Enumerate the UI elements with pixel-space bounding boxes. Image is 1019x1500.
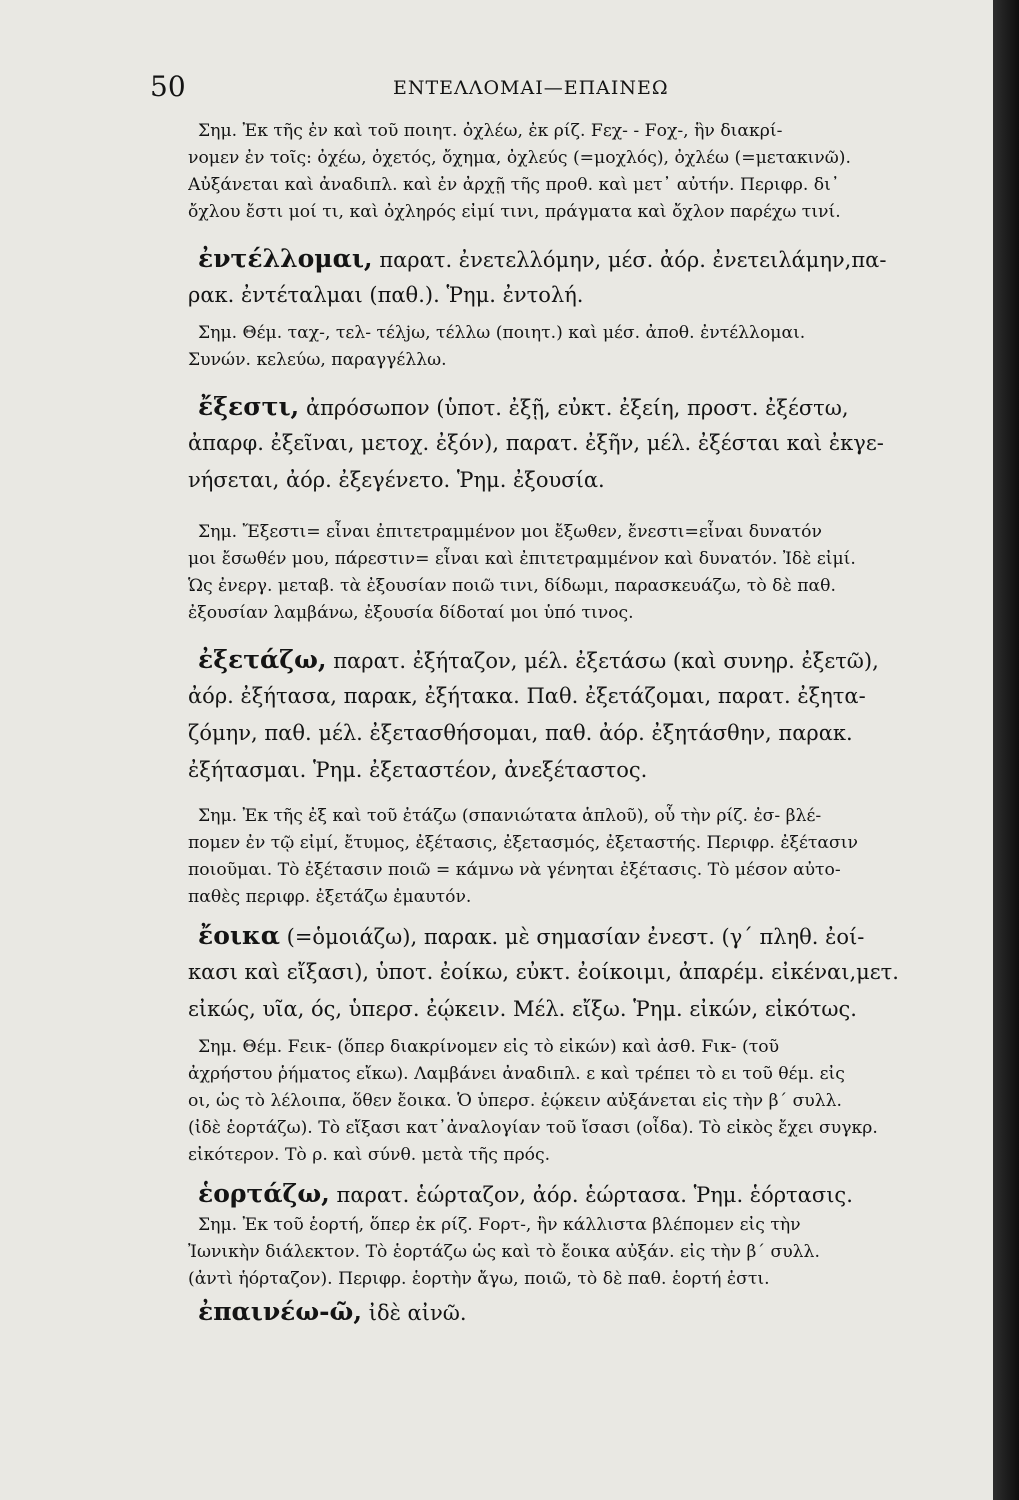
text-line: (ἰδὲ ἑορτάζω). Τὸ εἴξασι κατ᾽ἀναλογίαν τοῦ ἴσασι (οἶδα). Τὸ εἰκὸς ἔχει συγκρ. [188,1118,878,1138]
entry-block [188,1175,948,1212]
page-header [0,70,993,110]
text-line: Ὡς ἐνεργ. μεταβ. τὰ ἐξουσίαν ποιῶ τινι, δίδωμι, παρασκευάζω, τὸ δὲ παθ. [188,576,836,596]
text-line: ἐπαινέω-ῶ, ἰδὲ αἰνῶ. [198,1297,467,1326]
text-line: ἔξεστι, ἀπρόσωπον (ὑποτ. ἐξῇ, εὐκτ. ἐξείη, προστ. ἐξέστω, [198,392,849,421]
note-block [188,320,948,374]
page-number: 50 [150,70,186,103]
entry-block [188,917,948,1028]
text-line: ἔοικα (=ὁμοιάζω), παρακ. μὲ σημασίαν ἐνεστ. (γ΄ πληθ. ἐοί- [198,921,865,950]
text-line: ἑορτάζω, παρατ. ἑώρταζον, ἀόρ. ἑώρτασα. Ῥημ. ἑόρτασις. [198,1179,853,1208]
text-line: ἀόρ. ἐξήτασα, παρακ, ἐξήτακα. Παθ. ἐξετάζομαι, παρατ. ἐξητα- [188,684,866,708]
headword: ἔξεστι, [198,392,300,421]
text-line: μοι ἔσωθέν μου, πάρεστιν= εἶναι καὶ ἐπιτετραμμένον καὶ δυνατόν. Ἰδὲ εἰμί. [188,549,856,569]
dictionary-text [188,118,948,1330]
text-line: νομεν ἐν τοῖς: ὀχέω, ὀχετός, ὄχημα, ὀχλεύς (=μοχλός), ὀχλέω (=μετακινῶ). [188,148,851,168]
text-line: Σημ. Ἐκ τῆς ἐν καὶ τοῦ ποιητ. ὀχλέω, ἐκ ρίζ. Fεχ- - Fοχ-, ἣν διακρί- [198,121,783,141]
entry-block [188,1293,948,1330]
text-line: ἐντέλλομαι, παρατ. ἐνετελλόμην, μέσ. ἀόρ. ἐνετειλάμην,πα- [198,244,887,273]
text-line: ζόμην, παθ. μέλ. ἐξετασθήσομαι, παθ. ἀόρ. ἐξητάσθην, παρακ. [188,721,853,745]
text-line: παθὲς περιφρ. ἐξετάζω ἐμαυτόν. [188,887,472,907]
note-block [188,519,948,627]
headword: ἐντέλλομαι, [198,244,373,273]
text-line: ἀπαρφ. ἐξεῖναι, μετοχ. ἐξόν), παρατ. ἐξῆν, μέλ. ἐξέσται καὶ ἐκγε- [188,431,884,455]
text-line: Συνών. κελεύω, παραγγέλλω. [188,350,447,370]
text-line: Σημ. Θέμ. Fεικ- (ὅπερ διακρίνομεν εἰς τὸ εἰκών) καὶ ἀσθ. Fικ- (τοῦ [198,1037,780,1057]
text-line: οι, ὡς τὸ λέλοιπα, ὅθεν ἔοικα. Ὁ ὑπερσ. ἐῴκειν αὐξάνεται εἰς τὴν β΄ συλλ. [188,1091,842,1111]
text-line: ἐξετάζω, παρατ. ἐξήταζον, μέλ. ἐξετάσω (καὶ συνηρ. ἐξετῶ), [198,645,879,674]
text-line: ρακ. ἐντέταλμαι (παθ.). Ῥημ. ἐντολή. [188,283,584,307]
text-line: ποιοῦμαι. Τὸ ἐξέτασιν ποιῶ = κάμνω νὰ γένηται ἐξέτασις. Τὸ μέσον αὐτο- [188,860,841,880]
running-head: ΕΝΤΕΛΛΟΜΑΙ—ΕΠΑΙΝΕΩ [393,77,669,99]
text-line: ἀχρήστου ῥήματος εἴκω). Λαμβάνει ἀναδιπλ. ε καὶ τρέπει τὸ ει τοῦ θέμ. εἰς [188,1064,845,1084]
text-line: ἐξήτασμαι. Ῥημ. ἐξεταστέον, ἀνεξέταστος. [188,758,648,782]
text-line: Ἰωνικὴν διάλεκτον. Τὸ ἑορτάζω ὡς καὶ τὸ ἔοικα αὐξάν. εἰς τὴν β΄ συλλ. [188,1242,820,1262]
entry-block [188,641,948,789]
text-line: Σημ. Θέμ. ταχ-, τελ- τέλjω, τέλλω (ποιητ.) καὶ μέσ. ἀποθ. ἐντέλλομαι. [198,323,806,343]
text-line: πομεν ἐν τῷ εἰμί, ἔτυμος, ἐξέτασις, ἐξετασμός, ἐξεταστής. Περιφρ. ἐξέτασιν [188,833,858,853]
text-line: ἐξουσίαν λαμβάνω, ἐξουσία δίδοταί μοι ὑπό τινος. [188,603,634,623]
text-line: Σημ. Ἔξεστι= εἶναι ἐπιτετραμμένον μοι ἔξωθεν, ἔνεστι=εἶναι δυνατόν [198,522,822,542]
text-line: κασι καὶ εἴξασι), ὑποτ. ἐοίκω, εὐκτ. ἐοίκοιμι, ἀπαρέμ. εἰκέναι,μετ. [188,960,899,984]
note-block [188,118,948,226]
text-line: εἰκώς, υῖα, ός, ὑπερσ. ἐῴκειν. Μέλ. εἴξω. Ῥημ. εἰκών, εἰκότως. [188,997,857,1021]
text-line: Σημ. Ἐκ τῆς ἐξ καὶ τοῦ ἐτάζω (σπανιώτατα ἁπλοῦ), οὗ τὴν ρίζ. ἐσ- βλέ- [198,806,822,826]
headword: ἐπαινέω-ῶ, [198,1297,363,1326]
headword: ἐξετάζω, [198,645,327,674]
text-line: ὄχλου ἔστι μοί τι, καὶ ὀχληρός εἰμί τινι, πράγματα καὶ ὄχλον παρέχω τινί. [188,202,841,222]
text-line: Σημ. Ἐκ τοῦ ἑορτή, ὅπερ ἐκ ρίζ. Fορτ-, ἣν κάλλιστα βλέπομεν εἰς τὴν [198,1215,801,1235]
note-block [188,1034,948,1169]
text-line: Αὐξάνεται καὶ ἀναδιπλ. καὶ ἐν ἀρχῇ τῆς προθ. καὶ μετ᾽ αὐτήν. Περιφρ. δι᾽ [188,175,840,195]
headword: ἑορτάζω, [198,1179,330,1208]
note-block [188,1212,948,1293]
text-line: εἰκότερον. Τὸ ρ. καὶ σύνθ. μετὰ τῆς πρός. [188,1145,551,1165]
page-edge [993,0,1019,1500]
entry-block [188,240,948,314]
headword: ἔοικα [198,921,280,950]
entry-block [188,388,948,499]
note-block [188,803,948,911]
text-line: (ἀντὶ ἡόρταζον). Περιφρ. ἑορτὴν ἄγω, ποιῶ, τὸ δὲ παθ. ἑορτή ἐστι. [188,1269,770,1289]
text-line: νήσεται, ἀόρ. ἐξεγένετο. Ῥημ. ἐξουσία. [188,468,605,492]
